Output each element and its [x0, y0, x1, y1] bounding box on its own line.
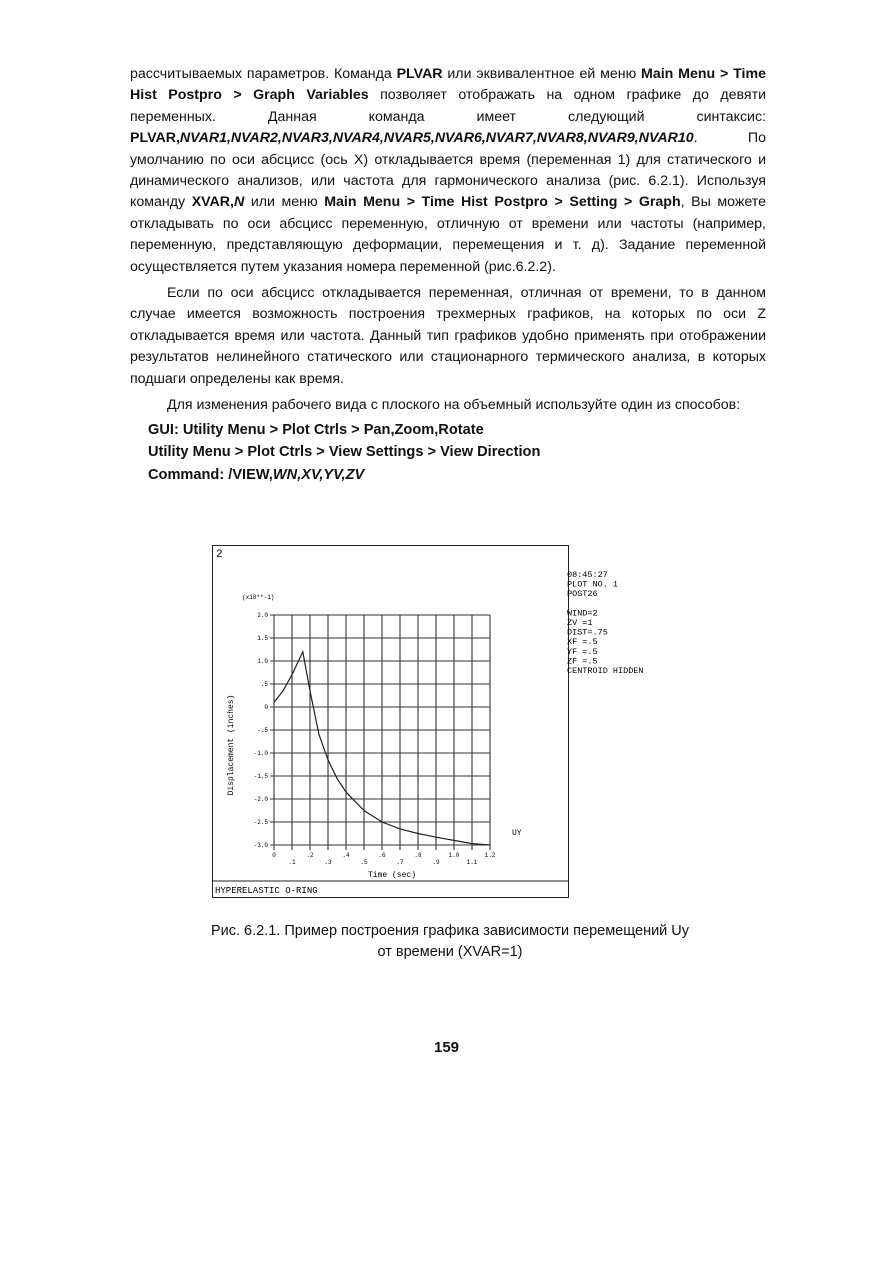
x-tick-label: .6 — [378, 852, 386, 859]
status-line: DIST=.75 — [567, 627, 608, 638]
y-tick-label: -.5 — [257, 727, 268, 734]
status-line: ZV =1 — [567, 618, 593, 628]
y-tick-label: 1.5 — [257, 635, 268, 642]
paragraph-0-segment-2: или эквивалентное ей меню — [442, 66, 642, 82]
chart-ticks — [254, 612, 496, 866]
x-tick-label: .1 — [288, 859, 296, 866]
x-tick-label: .9 — [432, 859, 440, 866]
paragraph-0-segment-11: или меню — [244, 194, 325, 211]
status-line: CENTROID HIDDEN — [567, 666, 644, 676]
x-tick-label: 1.2 — [484, 852, 496, 859]
figure-caption — [150, 921, 750, 963]
status-line: WIND=2 — [567, 608, 598, 619]
x-axis-label: Time (sec) — [367, 871, 417, 880]
paragraph-1-segment-0: Если по оси абсцисс откладывается переменная, отличная от времени, то в данном случае имеется возможность построения трехмерных графиков, на которых по оси Z откладывается время или частота. Данный тип графиков удобно применять при отображении результатов нелинейного статического или стационарного термического анализа, в которых подшаги определены как время. — [130, 285, 766, 387]
paragraph-3d-graphs — [130, 283, 766, 390]
figure-footer: HYPERELASTIC O-RING — [215, 886, 318, 896]
y-axis-label: Displacement (inches) — [227, 694, 236, 796]
x-tick-label: 1.0 — [448, 852, 460, 859]
multiplier-label: (x10**-1) — [242, 594, 275, 601]
paragraph-0-segment-0: рассчитываемых параметров. Команда — [130, 66, 397, 82]
x-tick-label: 1.1 — [466, 859, 478, 866]
chart-series — [274, 652, 522, 845]
gui-path-line-2: Utility Menu > Plot Ctrls > View Settings > View Direction — [148, 444, 541, 460]
gui-prefix: GUI: — [148, 421, 183, 438]
paragraph-0-segment-1: PLVAR — [396, 66, 443, 82]
x-tick-label: .5 — [360, 859, 368, 866]
gui-path-line-1 — [148, 419, 766, 442]
y-tick-label: 2.0 — [257, 612, 268, 619]
y-tick-label: -1.5 — [253, 773, 268, 780]
series-label: UY — [512, 829, 522, 838]
command-block — [148, 419, 766, 487]
x-tick-label: .7 — [396, 859, 404, 866]
y-tick-label: -3.0 — [253, 842, 268, 849]
status-line: YF =.5 — [567, 646, 598, 657]
paragraph-plvar — [130, 64, 766, 278]
y-tick-label: -2.0 — [253, 796, 268, 803]
plot-svg — [212, 545, 644, 898]
command-args: WN,XV,YV,ZV — [272, 466, 365, 483]
status-line: POST26 — [567, 589, 598, 600]
x-tick-label: .3 — [324, 859, 332, 866]
y-tick-label: .5 — [260, 681, 268, 688]
paragraph-0-segment-7: 0 — [685, 130, 694, 147]
status-line: ZF =.5 — [567, 656, 598, 667]
paragraph-view-change — [130, 395, 766, 416]
page-text-column — [130, 64, 766, 486]
x-tick-label: .4 — [342, 852, 350, 859]
paragraph-0-segment-12: Main Menu > Time Hist Postpro > Setting > Graph — [324, 194, 681, 211]
gui-path-1: Utility Menu > Plot Ctrls > Pan,Zoom,Rotate — [182, 421, 484, 438]
y-tick-label: 0 — [264, 704, 268, 711]
paragraph-0-segment-4: позволяет отображать на одном графике до девяти переменных. Данная команда имеет следующий синтаксис: — [130, 87, 766, 125]
x-tick-label: 0 — [272, 852, 276, 859]
command-prefix: Command: /VIEW, — [148, 466, 273, 483]
y-tick-label: 1.0 — [257, 658, 268, 665]
paragraph-0-segment-10: N — [234, 194, 245, 211]
paragraph-0-segment-9: XVAR, — [191, 194, 234, 211]
paragraph-0-segment-13: , Вы можете откладывать по оси абсцисс переменную, отличную от времени или частоты (например, переменную, представляющую деформации, перемещения и т. д). Задание переменной осуществляется путем указания номера переменной (рис.6.2.2). — [130, 194, 766, 275]
status-block — [567, 570, 644, 676]
paragraph-0-segment-8: . По умолчанию по оси абсцисс (ось X) откладывается время (переменная 1) для статического и динамического анализов, или частота для гармонического анализа (рис. 6.2.1). Используя команду — [130, 130, 766, 211]
paragraph-2-segment-0: Для изменения рабочего вида с плоского на объемный используйте один из способов: — [167, 397, 741, 414]
command-line — [148, 464, 766, 487]
status-line: 08:45:27 — [567, 570, 608, 580]
x-tick-label: .2 — [306, 852, 314, 859]
status-line: PLOT NO. 1 — [567, 579, 619, 590]
figure-ansys-plot — [212, 545, 644, 898]
page-number: 159 — [433, 1039, 460, 1056]
caption-line-1: Рис. 6.2.1. Пример построения графика зависимости перемещений Uy — [210, 923, 690, 939]
y-tick-label: -1.0 — [253, 750, 268, 757]
paragraph-0-segment-6: NVAR1,NVAR2,NVAR3,NVAR4,NVAR5,NVAR6,NVAR7,NVAR8,NVAR9,NVAR1 — [179, 130, 686, 147]
paragraph-0-segment-5: PLVAR, — [130, 130, 180, 147]
x-tick-label: .8 — [414, 852, 422, 859]
window-number: 2 — [216, 549, 223, 561]
y-tick-label: -2.5 — [253, 819, 268, 826]
caption-line-2: от времени (XVAR=1) — [377, 944, 523, 960]
paragraph-0-segment-3: Main Menu > Time Hist Postpro > Graph Variables — [130, 66, 766, 104]
status-line: XF =.5 — [567, 637, 598, 648]
